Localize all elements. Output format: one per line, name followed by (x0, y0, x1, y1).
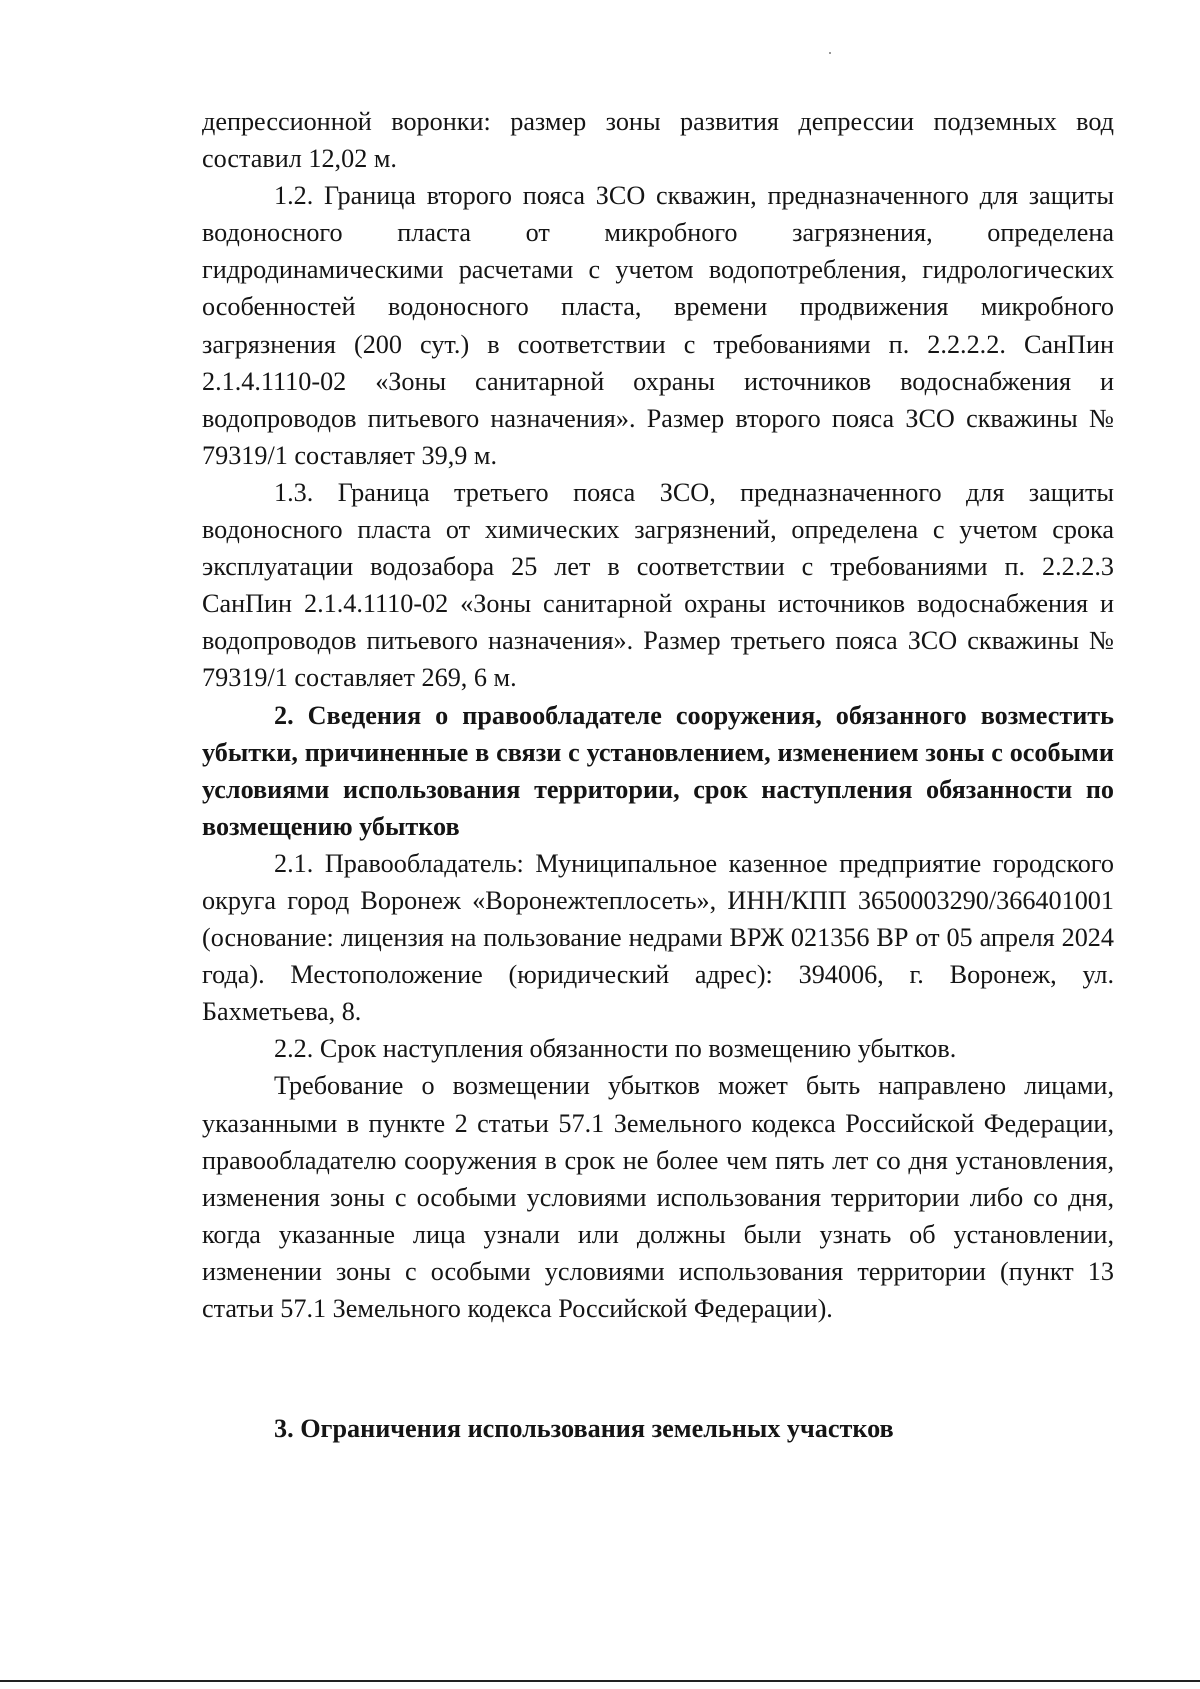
section-2-heading: 2. Сведения о правообладателе сооружения, обязанного возместить убытки, причиненные в связи с установлением, изменением зоны с особыми условиями использования территории, срок наступления обязанности по возмещению убытков (202, 700, 1114, 841)
paragraph-1-2: 1.2. Граница второго пояса ЗСО скважин, предназначенного для защиты водоносного пласта от микробного загрязнения, определена гидродинамическими расчетами с учетом водопотребления, гидрологических особенностей водоносного пласта, времени продвижения микробного загрязнения (200 сут.) в соответствии с требованиями п. 2.2.2.2. СанПин 2.1.4.1110-02 «Зоны санитарной охраны источников водоснабжения и водопроводов питьевого назначения». Размер второго пояса ЗСО скважины № 79319/1 составляет 39,9 м. (202, 181, 1114, 470)
section-3-heading: 3. Ограничения использования земельных участков (274, 1414, 894, 1443)
paragraph-2-1: 2.1. Правообладатель: Муниципальное казенное предприятие городского округа город Воронеж «Воронежтеплосеть», ИНН/КПП 3650003290/366401001 (основание: лицензия на пользование недрами ВРЖ 021356 ВР от 05 апреля 2024 года). Местоположение (юридический адрес): 394006, г. Воронеж, ул. Бахметьева, 8. (202, 848, 1114, 1027)
paragraph-continuation: депрессионной воронки: размер зоны развития депрессии подземных вод составил 12,02 м. (202, 107, 1114, 174)
paragraph-requirement: Требование о возмещении убытков может быть направлено лицами, указанными в пункте 2 статьи 57.1 Земельного кодекса Российской Федерации, правообладателю сооружения в срок не более чем пять лет со дня установления, изменения зоны с особыми условиями использования территории либо со дня, когда указанные лица узнали или должны были узнать об установлении, изменении зоны с особыми условиями использования территории (пункт 13 статьи 57.1 Земельного кодекса Российской Федерации). (202, 1071, 1114, 1323)
paragraph-2-2: 2.2. Срок наступления обязанности по возмещению убытков. (274, 1034, 957, 1064)
page-bottom-rule (0, 1680, 1200, 1682)
scan-speck (829, 52, 831, 54)
body-text (202, 103, 1114, 1327)
paragraph-1-3: 1.3. Граница третьего пояса ЗСО, предназначенного для защиты водоносного пласта от химических загрязнений, определена с учетом срока эксплуатации водозабора 25 лет в соответствии с требованиями п. 2.2.2.3 СанПин 2.1.4.1110-02 «Зоны санитарной охраны источников водоснабжения и водопроводов питьевого назначения». Размер третьего пояса ЗСО скважины № 79319/1 составляет 269, 6 м. (202, 477, 1114, 693)
